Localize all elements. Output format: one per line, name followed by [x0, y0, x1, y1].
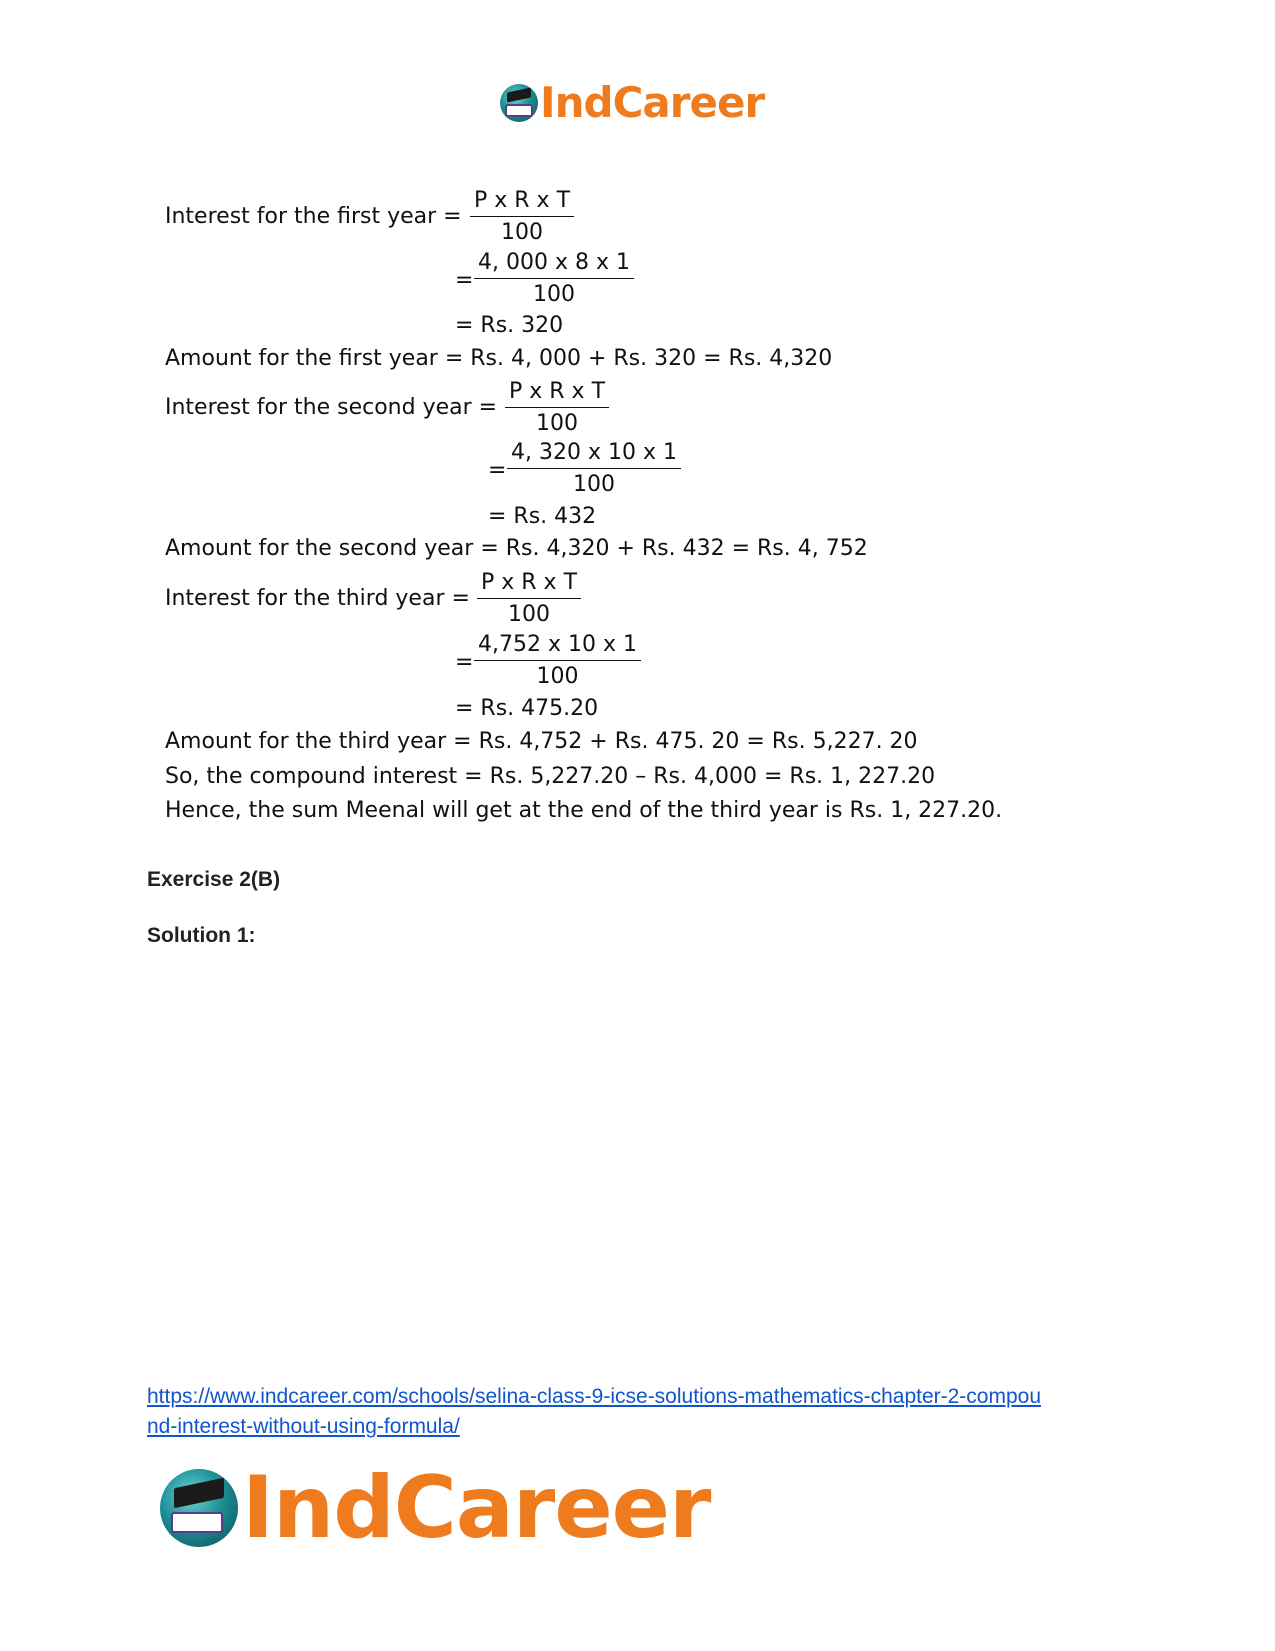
- substitution-denominator: 100: [572, 472, 615, 497]
- equals-sign: =: [488, 458, 507, 483]
- amount-first-year: Amount for the first year = Rs. 4, 000 + Rs. 320 = Rs. 4,320: [165, 346, 833, 371]
- equals-sign: =: [455, 268, 474, 293]
- formula-numerator: P x R x T: [470, 190, 574, 217]
- header-logo: [500, 78, 764, 127]
- substitution-denominator: 100: [536, 664, 579, 689]
- substitution-numerator: 4, 000 x 8 x 1: [474, 252, 634, 279]
- formula-numerator: P x R x T: [505, 381, 609, 408]
- substitution-fraction-3: [474, 634, 641, 688]
- exercise-heading: Exercise 2(B): [147, 868, 281, 891]
- equals-sign: =: [455, 650, 474, 675]
- substitution-fraction-2: [507, 442, 681, 496]
- formula-denominator: 100: [501, 220, 543, 245]
- graduation-globe-icon: [160, 1469, 238, 1547]
- interest-second-year-result: = Rs. 432: [488, 504, 597, 529]
- interest-third-year-label: Interest for the third year =: [165, 586, 470, 611]
- substitution-fraction-1: [474, 252, 634, 306]
- interest-first-year-label: Interest for the first year =: [165, 204, 462, 229]
- formula-denominator: 100: [536, 411, 578, 436]
- interest-first-year-result: = Rs. 320: [455, 313, 564, 338]
- solution-heading: Solution 1:: [147, 924, 256, 947]
- amount-third-year: Amount for the third year = Rs. 4,752 + Rs. 475. 20 = Rs. 5,227. 20: [165, 729, 918, 754]
- logo-wordmark: IndCareer: [540, 78, 765, 127]
- conclusion-line: Hence, the sum Meenal will get at the end of the third year is Rs. 1, 227.20.: [165, 798, 1003, 823]
- interest-third-year-result: = Rs. 475.20: [455, 696, 599, 721]
- formula-fraction-1: [470, 190, 574, 244]
- interest-second-year-label: Interest for the second year =: [165, 395, 498, 420]
- compound-interest-line: So, the compound interest = Rs. 5,227.20 – Rs. 4,000 = Rs. 1, 227.20: [165, 764, 936, 789]
- logo-wordmark: IndCareer: [242, 1458, 711, 1558]
- amount-second-year: Amount for the second year = Rs. 4,320 + Rs. 432 = Rs. 4, 752: [165, 536, 868, 561]
- substitution-numerator: 4,752 x 10 x 1: [474, 634, 641, 661]
- substitution-denominator: 100: [532, 282, 575, 307]
- formula-fraction-3: [477, 572, 581, 626]
- formula-numerator: P x R x T: [477, 572, 581, 599]
- footer-logo: [160, 1458, 710, 1558]
- source-link[interactable]: [147, 1382, 1147, 1442]
- substitution-numerator: 4, 320 x 10 x 1: [507, 442, 681, 469]
- graduation-globe-icon: [500, 84, 538, 122]
- source-link-line-1[interactable]: https://www.indcareer.com/schools/selina-class-9-icse-solutions-mathematics-chapter-2-compou: [147, 1385, 1042, 1408]
- formula-fraction-2: [505, 381, 609, 435]
- source-link-line-2[interactable]: nd-interest-without-using-formula/: [147, 1415, 460, 1438]
- formula-denominator: 100: [508, 602, 550, 627]
